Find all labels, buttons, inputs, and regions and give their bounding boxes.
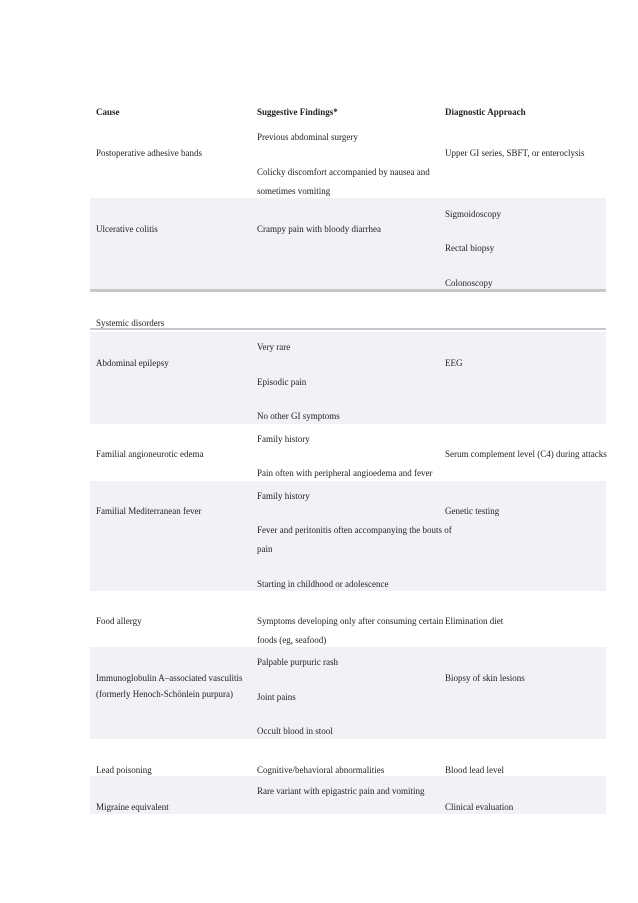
approach-cell: Clinical evaluation [445,802,514,812]
finding-cell: Symptoms developing only after consuming certain [257,616,444,626]
finding-cell: Very rare [257,342,291,352]
approach-cell: Colonoscopy [445,278,493,288]
finding-cell: Crampy pain with bloody diarrhea [257,224,381,234]
approach-cell: Sigmoidoscopy [445,209,502,219]
approach-cell: Blood lead level [445,765,504,775]
finding-cell: Joint pains [257,692,296,702]
row-band-familial-mediterranean-fever [90,481,606,591]
cause-cell: Familial Mediterranean fever [96,506,202,516]
row-band-abdominal-epilepsy [90,332,606,424]
approach-cell: Upper GI series, SBFT, or enteroclysis [445,148,585,158]
approach-cell: Elimination diet [445,616,504,626]
cause-cell: Familial angioneurotic edema [96,449,204,459]
finding-cell: Family history [257,491,310,501]
finding-cell: pain [257,544,273,554]
cause-cell: Food allergy [96,616,142,626]
finding-cell: Occult blood in stool [257,726,333,736]
finding-cell: sometimes vomiting [257,186,331,196]
cause-cell: Abdominal epilepsy [96,358,169,368]
finding-cell: Family history [257,434,310,444]
finding-cell: Previous abdominal surgery [257,132,358,142]
finding-cell: Starting in childhood or adolescence [257,579,389,589]
finding-cell: Cognitive/behavioral abnormalities [257,765,385,775]
cause-cell: Postoperative adhesive bands [96,148,202,158]
finding-cell: Pain often with peripheral angioedema and fever [257,468,433,478]
approach-cell: Serum complement level (C4) during attacks [445,449,607,459]
column-header-approach: Diagnostic Approach [445,107,526,117]
column-header-cause: Cause [96,107,120,117]
cause-cell: Immunoglobulin A–associated vasculitis [96,673,243,683]
cause-cell: Lead poisoning [96,765,152,775]
section-divider [90,328,606,330]
cause-cell: Migraine equivalent [96,802,169,812]
finding-cell: Rare variant with epigastric pain and vomiting [257,786,425,796]
approach-cell: Genetic testing [445,506,500,516]
approach-cell: Biopsy of skin lesions [445,673,525,683]
row-band-ulcerative-colitis [90,198,606,290]
finding-cell: No other GI symptoms [257,411,340,421]
cause-cell: (formerly Henoch-Schönlein purpura) [96,689,233,699]
finding-cell: foods (eg, seafood) [257,635,327,645]
column-header-findings: Suggestive Findings* [257,107,338,117]
finding-cell: Palpable purpuric rash [257,657,338,667]
finding-cell: Colicky discomfort accompanied by nausea and [257,167,430,177]
finding-cell: Episodic pain [257,377,307,387]
finding-cell: Fever and peritonitis often accompanying the bouts of [257,525,452,535]
approach-cell: Rectal biopsy [445,243,495,253]
cause-cell: Ulcerative colitis [96,224,158,234]
section-heading: Systemic disorders [96,318,165,328]
approach-cell: EEG [445,358,463,368]
section-divider [90,289,606,292]
